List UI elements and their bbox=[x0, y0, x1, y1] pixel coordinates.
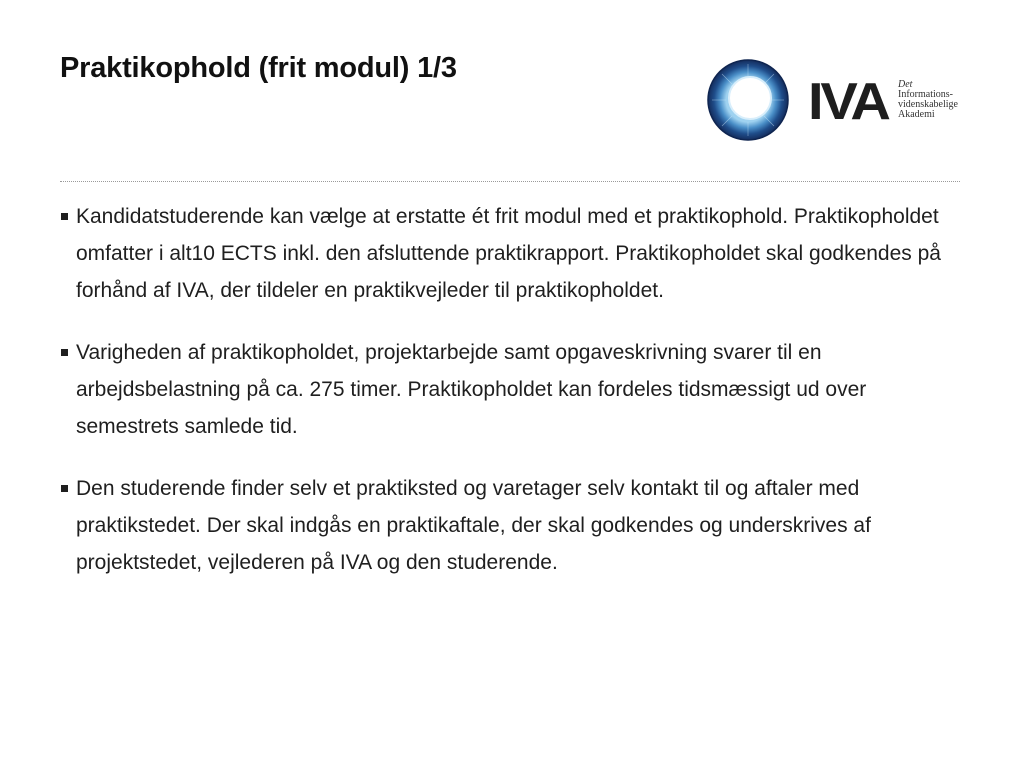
header-divider bbox=[60, 181, 960, 182]
square-bullet-icon bbox=[61, 213, 68, 220]
bullet-item bbox=[60, 334, 960, 445]
iva-subtitle-line: Akademi bbox=[898, 109, 935, 120]
iva-logo bbox=[706, 58, 976, 148]
bullet-text: Den studerende finder selv et praktiksted og varetager selv kontakt til og aftaler med praktikstedet. Der skal indgås en praktikaftale, der skal godkendes og underskrives af projektstedet, vejlederen på IVA og den studerende. bbox=[76, 477, 871, 574]
square-bullet-icon bbox=[61, 485, 68, 492]
square-bullet-icon bbox=[61, 349, 68, 356]
iva-wordmark: IVA bbox=[808, 73, 888, 131]
slide-title: Praktikophold (frit modul) 1/3 bbox=[60, 52, 457, 84]
bullet-item bbox=[60, 198, 960, 309]
bullet-text: Kandidatstuderende kan vælge at erstatte ét frit modul med et praktikophold. Praktikopholdet omfatter i alt10 ECTS inkl. den afsluttende praktikrapport. Praktikopholdet skal godkendes på forhånd af IVA, der tildeler en praktikvejleder til praktikopholdet. bbox=[76, 205, 941, 302]
iva-subtitle-line: videnskabelige bbox=[898, 99, 958, 110]
iva-subtitle-line: Det bbox=[898, 79, 913, 90]
iva-logo-mark-icon bbox=[706, 58, 790, 142]
bullet-item bbox=[60, 470, 960, 581]
bullet-text: Varigheden af praktikopholdet, projektarbejde samt opgaveskrivning svarer til en arbejdsbelastning på ca. 275 timer. Praktikopholdet kan fordeles tidsmæssigt ud over semestrets samlede tid. bbox=[76, 341, 867, 438]
iva-subtitle bbox=[898, 80, 958, 120]
iva-subtitle-line: Informations- bbox=[898, 89, 953, 100]
bullet-list bbox=[60, 198, 960, 606]
